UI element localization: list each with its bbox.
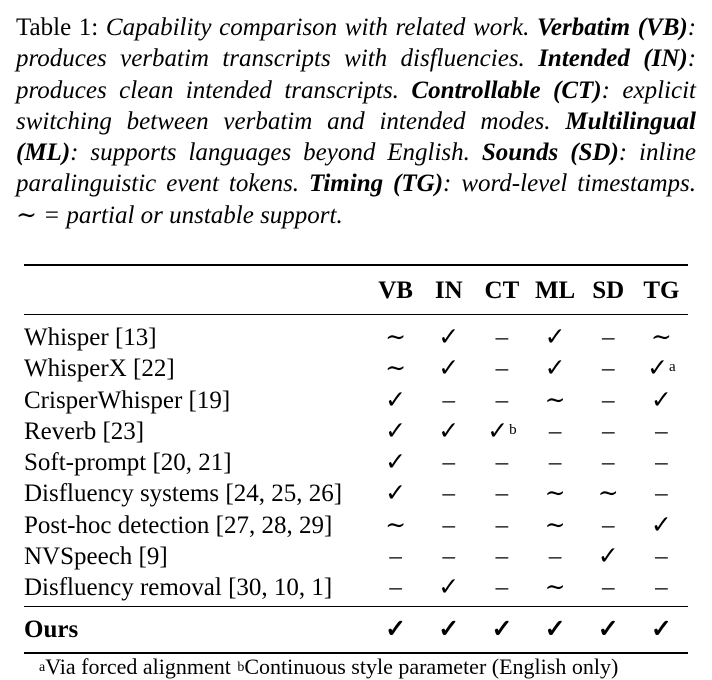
cell-vb [369, 572, 422, 606]
table-row [24, 541, 688, 572]
cell-mark: – [442, 449, 456, 477]
cell-sd [582, 416, 635, 447]
footnote-text-a: Via forced alignment [45, 654, 231, 679]
cell-sd [582, 385, 635, 416]
caption-desc-vb: : produces verbatim transcripts with disfluencies. [16, 14, 697, 73]
cell-tg [635, 385, 688, 416]
cell-ml [529, 315, 582, 354]
table-row [24, 572, 688, 606]
ours-row [24, 606, 688, 653]
cell-in [422, 447, 475, 478]
cell-mark: – [442, 511, 456, 539]
header-sd: SD [592, 277, 625, 305]
cell-mark: ∼ [385, 511, 407, 539]
cell-sd [582, 541, 635, 572]
cell-mark: ✓ [647, 355, 669, 383]
footnote-text-b: Continuous style parameter (English only) [244, 654, 619, 679]
cell-vb [369, 353, 422, 384]
header-tg: TG [643, 277, 680, 305]
cell-mark: ∼ [544, 574, 566, 602]
cell-mark: ✓ [544, 324, 566, 351]
cell-mark: – [495, 480, 509, 508]
ours-cell-ml: ✓ [544, 615, 566, 643]
footnote-mark-b: b [237, 660, 245, 675]
cell-in [422, 353, 475, 384]
table-caption [16, 12, 696, 231]
table-header-row [24, 265, 688, 315]
cell-tg [635, 353, 688, 384]
cell-mark: ✓ [487, 417, 509, 445]
cell-in [422, 478, 475, 509]
cell-mark: – [655, 574, 668, 602]
cell-mark: ✓ [650, 511, 672, 539]
caption-desc-ct: : explicit switching between verbatim and intended modes. [16, 76, 696, 135]
header-in: IN [434, 277, 463, 305]
method-name: Post-hoc detection [27, 28, 29] [24, 511, 333, 539]
cell-in [422, 385, 475, 416]
cell-ml [529, 416, 582, 447]
header-ct: CT [484, 277, 520, 305]
cell-mark: ✓ [438, 324, 460, 351]
cell-ml [529, 478, 582, 509]
cell-mark: ✓ [438, 417, 460, 445]
cell-mark: ✓ [438, 355, 460, 383]
footnote-mark-a: a [39, 660, 46, 675]
cell-ct [475, 416, 528, 447]
method-name: Whisper [13] [24, 324, 157, 351]
table-row [24, 510, 688, 541]
method-name: Disfluency removal [30, 10, 1] [24, 574, 333, 602]
cell-mark: ∼ [544, 386, 566, 414]
table-row [24, 315, 688, 354]
cell-ct [475, 447, 528, 478]
cell-mark: – [495, 543, 509, 571]
caption-desc-in: : produces clean intended transcripts. [16, 45, 697, 104]
caption-key-vb: Verbatim (VB) [536, 14, 688, 41]
caption-key-ct: Controllable (CT) [411, 76, 602, 104]
cell-in [422, 572, 475, 606]
cell-mark: ✓ [385, 449, 407, 477]
cell-ml [529, 447, 582, 478]
cell-mark: – [601, 355, 615, 383]
table-row [24, 385, 688, 416]
ours-cell-ct: ✓ [491, 615, 513, 643]
cell-mark: – [495, 324, 509, 351]
cell-mark: ∼ [385, 355, 407, 383]
cell-in [422, 315, 475, 354]
cell-mark: – [601, 449, 615, 477]
cell-mark: – [548, 417, 562, 445]
cell-tg [635, 315, 688, 354]
caption-intro: Capability comparison with related work. [105, 14, 530, 41]
cell-mark: ∼ [544, 511, 566, 539]
cell-mark: ✓ [385, 386, 407, 414]
cell-ct [475, 510, 528, 541]
cell-sd [582, 572, 635, 606]
capability-table [24, 264, 688, 654]
caption-tail: ∼ = partial or unstable support. [16, 201, 343, 229]
method-name: Soft-prompt [20, 21] [24, 449, 232, 477]
method-name: Reverb [23] [24, 417, 145, 445]
cell-in [422, 541, 475, 572]
cell-vb [369, 510, 422, 541]
cell-mark: – [601, 574, 615, 602]
cell-mark: – [601, 386, 615, 414]
table-body [24, 315, 688, 607]
cell-mark: – [495, 355, 509, 383]
cell-ct [475, 478, 528, 509]
ours-cell-sd: ✓ [597, 615, 619, 643]
caption-key-ml: Multilingual (ML) [16, 107, 697, 167]
cell-mark: – [655, 480, 668, 508]
cell-sd [582, 353, 635, 384]
cell-footnote-mark: b [509, 421, 517, 438]
cell-ml [529, 385, 582, 416]
caption-key-sd: Sounds (SD) [481, 139, 619, 167]
cell-ml [529, 353, 582, 384]
cell-mark: – [655, 543, 668, 571]
cell-sd [582, 447, 635, 478]
table-row [24, 353, 688, 384]
cell-mark: ∼ [650, 324, 672, 351]
ours-cell-in: ✓ [438, 615, 460, 643]
method-name: NVSpeech [9] [24, 543, 168, 571]
table-row [24, 447, 688, 478]
cell-mark: – [655, 449, 668, 477]
cell-vb [369, 541, 422, 572]
cell-tg [635, 478, 688, 509]
cell-ml [529, 510, 582, 541]
cell-ct [475, 572, 528, 606]
cell-mark: – [601, 324, 615, 351]
cell-mark: – [442, 386, 456, 414]
cell-mark: – [495, 449, 509, 477]
cell-mark: ✓ [544, 355, 566, 383]
cell-tg [635, 447, 688, 478]
cell-mark: ∼ [385, 324, 407, 351]
cell-sd [582, 315, 635, 354]
caption-key-tg: Timing (TG) [309, 170, 444, 198]
cell-footnote-mark: a [669, 359, 676, 376]
cell-in [422, 416, 475, 447]
cell-mark: ✓ [597, 543, 619, 571]
cell-mark: – [389, 574, 402, 602]
caption-desc-ml: : supports languages beyond English. [70, 139, 470, 167]
cell-mark: ∼ [544, 480, 566, 508]
cell-mark: – [655, 417, 668, 445]
cell-mark: – [495, 511, 509, 539]
cell-in [422, 510, 475, 541]
method-name: WhisperX [22] [24, 355, 175, 383]
cell-mark: ✓ [438, 574, 460, 602]
cell-mark: – [601, 511, 615, 539]
caption-desc-tg: : word-level timestamps. [443, 170, 697, 198]
cell-mark: – [495, 386, 509, 414]
cell-mark: – [389, 543, 402, 571]
ours-cell-vb: ✓ [385, 615, 407, 643]
cell-vb [369, 447, 422, 478]
cell-mark: ✓ [385, 480, 407, 508]
cell-mark: – [601, 417, 615, 445]
cell-ml [529, 541, 582, 572]
method-name: Disfluency systems [24, 25, 26] [24, 480, 343, 508]
cell-vb [369, 315, 422, 354]
cell-ct [475, 385, 528, 416]
cell-tg [635, 541, 688, 572]
cell-ct [475, 353, 528, 384]
cell-mark: – [548, 449, 562, 477]
cell-mark: ∼ [597, 480, 619, 508]
cell-mark: – [548, 543, 562, 571]
header-ml: ML [534, 277, 576, 305]
header-vb: VB [378, 277, 413, 305]
cell-sd [582, 510, 635, 541]
cell-vb [369, 478, 422, 509]
cell-tg [635, 416, 688, 447]
header-method [24, 265, 369, 315]
cell-vb [369, 385, 422, 416]
cell-mark: – [495, 574, 509, 602]
method-name: CrisperWhisper [19] [24, 386, 231, 414]
cell-tg [635, 510, 688, 541]
caption-desc-sd: : inline paralinguistic event tokens. [16, 139, 696, 198]
cell-mark: – [442, 480, 456, 508]
cell-mark: ✓ [385, 417, 407, 445]
cell-vb [369, 416, 422, 447]
cell-ct [475, 315, 528, 354]
table-row [24, 478, 688, 509]
table-footnotes [38, 654, 618, 680]
cell-ml [529, 572, 582, 606]
table-row [24, 416, 688, 447]
ours-cell-tg: ✓ [650, 615, 672, 643]
cell-sd [582, 478, 635, 509]
cell-mark: – [442, 543, 456, 571]
cell-mark: ✓ [650, 386, 672, 414]
caption-key-in: Intended (IN) [538, 45, 688, 73]
caption-label: Table 1: [16, 14, 99, 41]
cell-tg [635, 572, 688, 606]
cell-ct [475, 541, 528, 572]
ours-method: Ours [24, 615, 79, 643]
